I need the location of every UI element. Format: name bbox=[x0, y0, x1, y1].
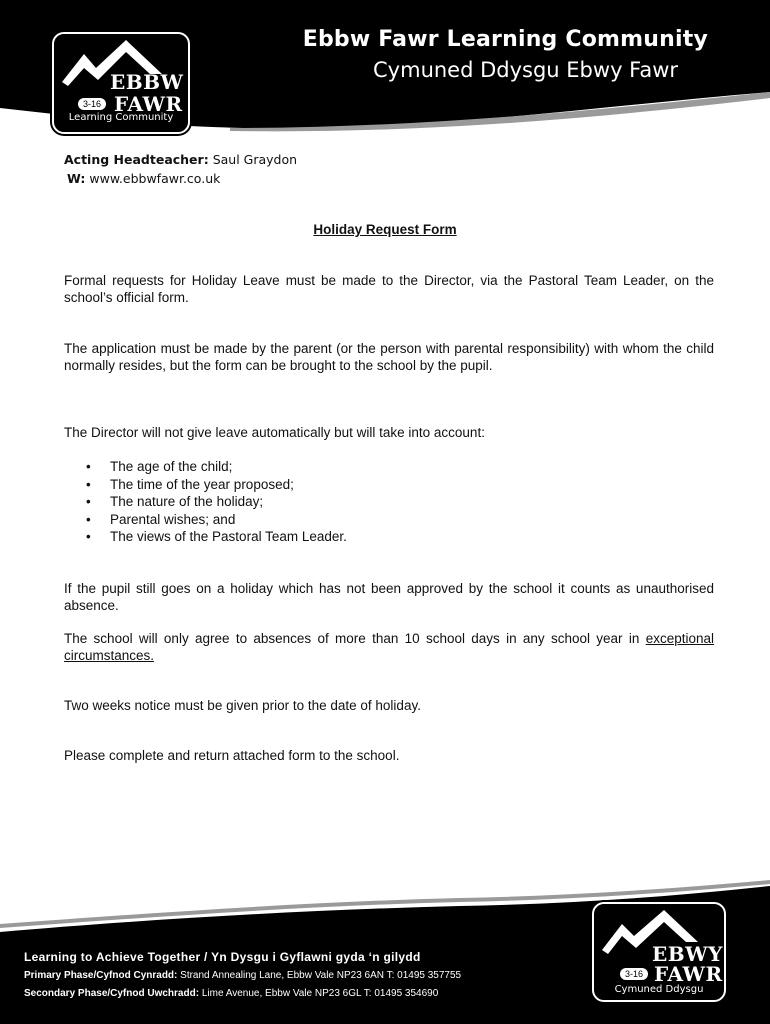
secondary-value: Lime Avenue, Ebbw Vale NP23 6GL T: 01495 354690 bbox=[201, 988, 439, 999]
logo-word-bottom: FAWR bbox=[654, 962, 723, 986]
paragraph-unauthorised: If the pupil still goes on a holiday which has not been approved by the school it counts as unauthorised absence. bbox=[64, 581, 714, 613]
logo-tagline: Cymuned Ddysgu bbox=[614, 984, 704, 995]
paragraph-return: Please complete and return attached form to the school. bbox=[64, 748, 400, 763]
paragraph-notice: Two weeks notice must be given prior to the date of holiday. bbox=[64, 698, 421, 713]
page-subtitle: Cymuned Ddysgu Ebwy Fawr bbox=[373, 58, 678, 82]
list-item: • Parental wishes; and bbox=[64, 511, 347, 529]
website-link[interactable]: www.ebbwfawr.co.uk bbox=[89, 171, 221, 186]
list-item: • The age of the child; bbox=[64, 458, 347, 476]
paragraph-application: The application must be made by the parent (or the person with parental responsibility) with whom the child normally resides, but the form can be brought to the school by the pupil. bbox=[64, 341, 714, 373]
website-line bbox=[67, 171, 220, 186]
website-label: W: bbox=[67, 171, 86, 186]
paragraph-director: The Director will not give leave automatically but will take into account: bbox=[64, 425, 485, 440]
considerations-list bbox=[64, 458, 347, 546]
logo-badge: 3-16 bbox=[620, 968, 648, 980]
headteacher-name: Saul Graydon bbox=[212, 152, 298, 167]
primary-address bbox=[24, 970, 461, 981]
primary-value: Strand Annealing Lane, Ebbw Vale NP23 6AN T: 01495 357755 bbox=[180, 970, 462, 981]
footer-logo bbox=[592, 902, 726, 1002]
paragraph-formal-requests: Formal requests for Holiday Leave must be made to the Director, via the Pastoral Team Leader, on the school’s official form. bbox=[64, 273, 714, 305]
list-item: • The nature of the holiday; bbox=[64, 493, 347, 511]
paragraph-ten-days bbox=[64, 630, 714, 664]
headteacher-line bbox=[64, 152, 297, 167]
form-title: Holiday Request Form bbox=[313, 222, 457, 237]
page-title: Ebbw Fawr Learning Community bbox=[302, 27, 708, 52]
headteacher-label: Acting Headteacher: bbox=[64, 152, 209, 167]
ten-days-text: The school will only agree to absences of more than 10 school days in any school year in bbox=[64, 631, 640, 646]
list-item: • The time of the year proposed; bbox=[64, 476, 347, 494]
primary-label: Primary Phase/Cyfnod Cynradd: bbox=[24, 970, 178, 981]
secondary-address bbox=[24, 988, 438, 999]
list-item: • The views of the Pastoral Team Leader. bbox=[64, 528, 347, 546]
secondary-label: Secondary Phase/Cyfnod Uwchradd: bbox=[24, 988, 200, 999]
logo-badge: 3-16 bbox=[78, 98, 106, 110]
exceptional-circumstances: exceptional circumstances. bbox=[64, 631, 714, 663]
logo-word-top: EBBW bbox=[110, 70, 184, 94]
logo-tagline: Learning Community bbox=[68, 112, 174, 123]
footer-motto: Learning to Achieve Together / Yn Dysgu i Gyflawni gyda ‘n gilydd bbox=[24, 950, 421, 964]
logo-word-bottom: FAWR bbox=[114, 92, 183, 116]
school-logo bbox=[52, 32, 190, 134]
logo-word-top: EBWY bbox=[652, 942, 723, 966]
